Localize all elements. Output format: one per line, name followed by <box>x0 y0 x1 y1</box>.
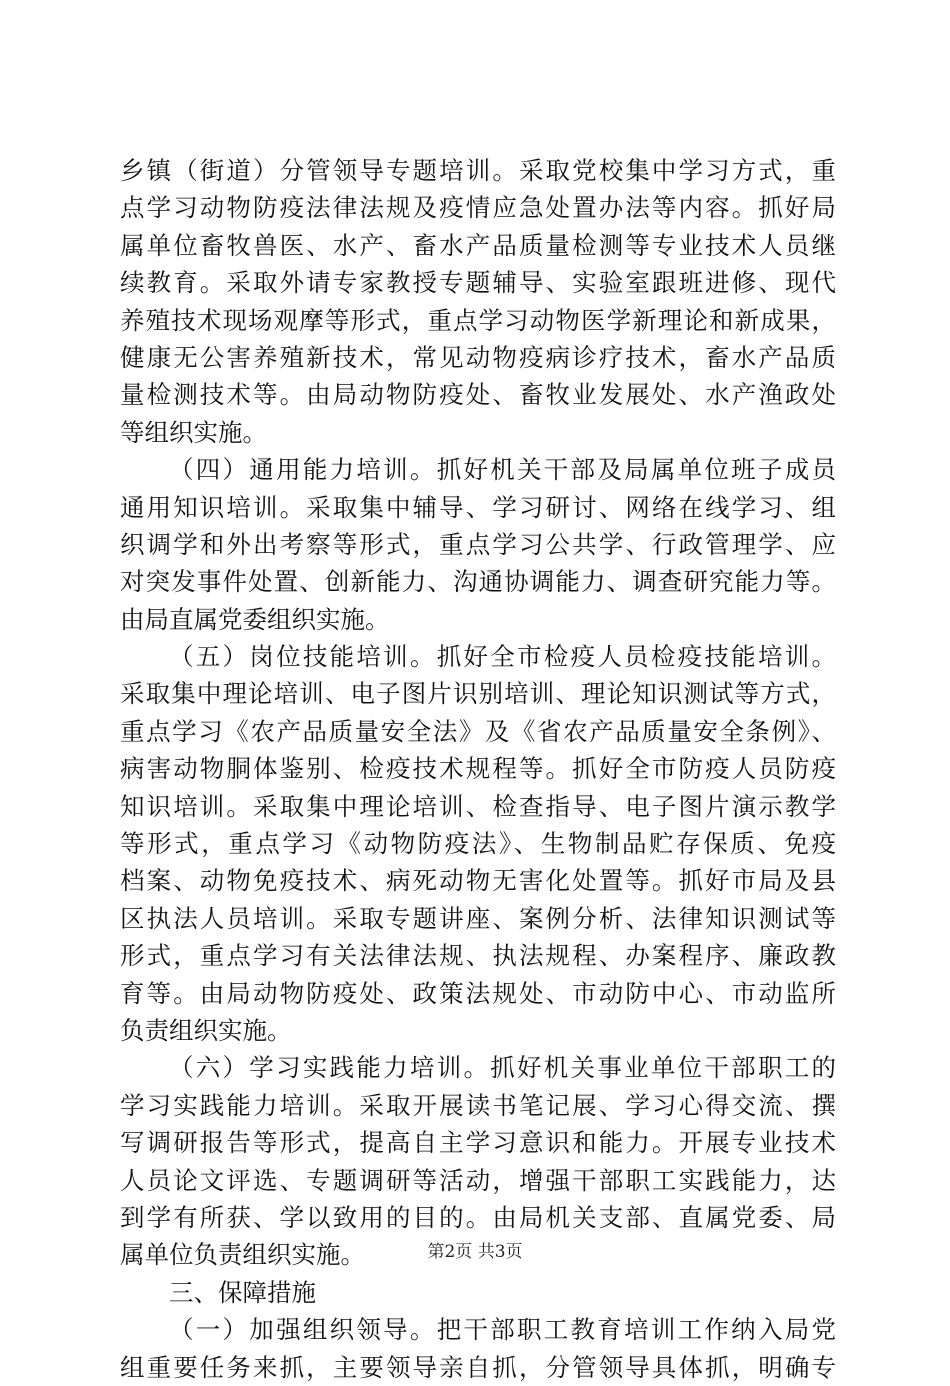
text-line: 健康无公害养殖新技术，常见动物疫病诊疗技术，畜水产品质 <box>120 342 836 372</box>
text-line: 区执法人员培训。采取专题讲座、案例分析、法律知识测试等 <box>120 903 836 933</box>
text-line: 对突发事件处置、创新能力、沟通协调能力、调查研究能力等。 <box>120 567 836 597</box>
text-line: 人员论文评选、专题调研等活动，增强干部职工实践能力，达 <box>120 1165 836 1195</box>
text-line: 点学习动物防疫法律法规及疫情应急处置办法等内容。抓好局 <box>120 193 836 223</box>
text-line: 等组织实施。 <box>120 417 267 447</box>
section-heading-line: （一）加强组织领导。把干部职工教育培训工作纳入局党 <box>169 1315 836 1345</box>
text-line: 知识培训。采取集中理论培训、检查指导、电子图片演示教学 <box>120 791 836 821</box>
text-line: 到学有所获、学以致用的目的。由局机关支部、直属党委、局 <box>120 1202 836 1232</box>
section-heading-line: （五）岗位技能培训。抓好全市检疫人员检疫技能培训。 <box>169 642 836 672</box>
text-line: 属单位负责组织实施。 <box>120 1240 365 1270</box>
text-line: 形式，重点学习有关法律法规、执法规程、办案程序、廉政教 <box>120 941 836 971</box>
text-line: 学习实践能力培训。采取开展读书笔记展、学习心得交流、撰 <box>120 1090 836 1120</box>
text-line: 育等。由局动物防疫处、政策法规处、市动防中心、市动监所 <box>120 978 836 1008</box>
text-line: 采取集中理论培训、电子图片识别培训、理论知识测试等方式， <box>120 679 836 709</box>
text-line: 由局直属党委组织实施。 <box>120 604 390 634</box>
section-heading-line: （六）学习实践能力培训。抓好机关事业单位干部职工的 <box>169 1053 836 1083</box>
section-heading-line: （四）通用能力培训。抓好机关干部及局属单位班子成员 <box>169 455 836 485</box>
text-line: 续教育。采取外请专家教授专题辅导、实验室跟班进修、现代 <box>120 268 836 298</box>
text-line: 乡镇（街道）分管领导专题培训。采取党校集中学习方式，重 <box>120 156 836 185</box>
text-line: 负责组织实施。 <box>120 1015 292 1045</box>
text-line: 病害动物胴体鉴别、检疫技术规程等。抓好全市防疫人员防疫 <box>120 754 836 784</box>
text-line: 重点学习《农产品质量安全法》及《省农产品质量安全条例》、 <box>120 716 836 746</box>
document-body <box>120 152 836 1386</box>
text-line: 档案、动物免疫技术、病死动物无害化处置等。抓好市局及县 <box>120 866 836 896</box>
text-line: 属单位畜牧兽医、水产、畜水产品质量检测等专业技术人员继 <box>120 230 836 260</box>
text-line: 通用知识培训。采取集中辅导、学习研讨、网络在线学习、组 <box>120 492 836 522</box>
text-line: 量检测技术等。由局动物防疫处、畜牧业发展处、水产渔政处 <box>120 380 836 410</box>
text-line: 组重要任务来抓，主要领导亲自抓，分管领导具体抓，明确专 <box>120 1352 836 1382</box>
text-line: 养殖技术现场观摩等形式，重点学习动物医学新理论和新成果， <box>120 305 836 335</box>
chapter-heading: 三、保障措施 <box>169 1277 316 1307</box>
text-line: 等形式，重点学习《动物防疫法》、生物制品贮存保质、免疫 <box>120 829 836 859</box>
text-line: 织调学和外出考察等形式，重点学习公共学、行政管理学、应 <box>120 529 836 559</box>
page-number-footer: 第2页 共3页 <box>427 1242 523 1262</box>
text-line: 写调研报告等形式，提高自主学习意识和能力。开展专业技术 <box>120 1128 836 1158</box>
